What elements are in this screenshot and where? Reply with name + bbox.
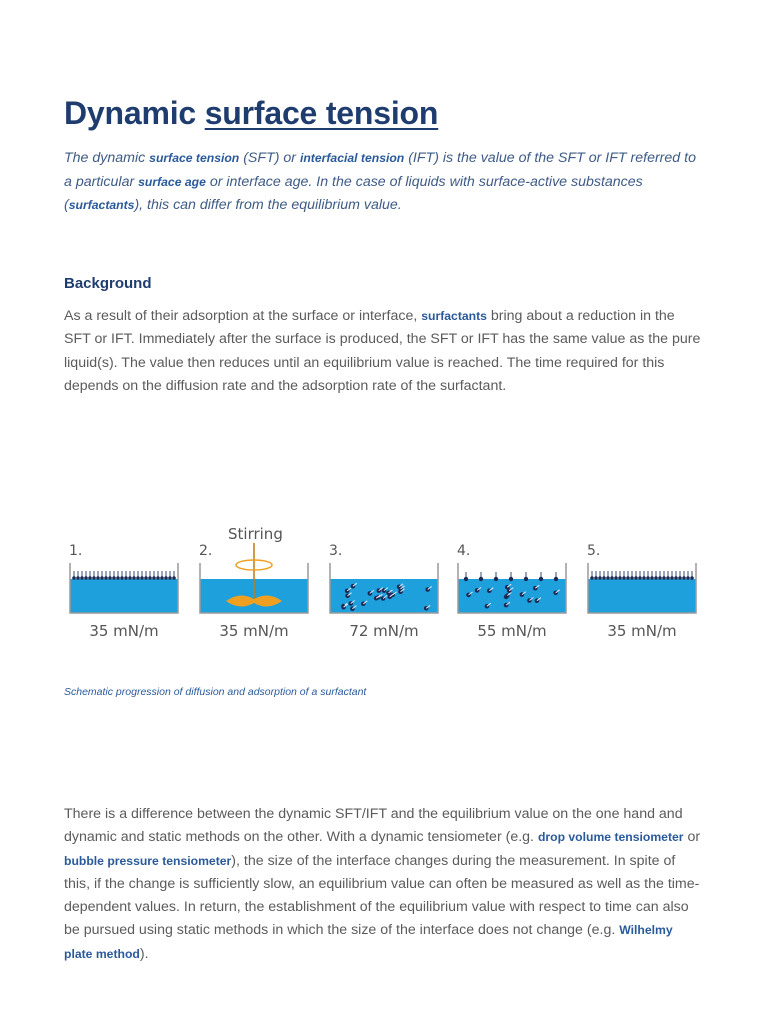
- step-number: 1.: [69, 543, 83, 559]
- drop-volume-tensiometer-link[interactable]: drop volume tensiometer: [537, 830, 684, 845]
- surface-tension-value: 55 mN/m: [477, 622, 547, 640]
- step-number: 3.: [329, 543, 343, 559]
- page-title: [64, 95, 438, 132]
- title-word-dynamic: Dynamic: [64, 95, 196, 131]
- interfacial-tension-link[interactable]: interfacial tension: [299, 151, 405, 165]
- background-text-2: bring about a reduction in the SFT or IFT. Immediately after the surface is produced, the SFT or IFT has the same value as the pure liquid(s). The value then reduces until an equilibrium value is reached. The time required for this depends on the diffusion rate and the adsorption rate of the surfactant.: [64, 308, 701, 394]
- stirring-label: Stirring: [228, 525, 283, 543]
- liquid-fill: [458, 579, 566, 613]
- surface-tension-value: 72 mN/m: [349, 622, 419, 640]
- methods-paragraph: [64, 803, 704, 966]
- surface-tension-value: 35 mN/m: [89, 622, 159, 640]
- wilhelmy-plate-method-link[interactable]: Wilhelmy plate method: [64, 923, 673, 961]
- step-number: 4.: [457, 543, 471, 559]
- surface-tension-value: 35 mN/m: [219, 622, 289, 640]
- step-number: 5.: [587, 543, 601, 559]
- surfactants-link[interactable]: surfactants: [68, 198, 135, 212]
- surface-tension-value: 35 mN/m: [607, 622, 677, 640]
- surfactant-diffusion-figure: [60, 515, 710, 645]
- intro-paragraph: [64, 147, 704, 218]
- background-paragraph: [64, 305, 704, 398]
- step-5-container: [587, 543, 696, 640]
- bubble-pressure-tensiometer-link[interactable]: bubble pressure tensiometer: [64, 853, 232, 868]
- step-3-container: [329, 543, 438, 640]
- methods-text-4: ).: [139, 945, 149, 962]
- surface-tension-title-link[interactable]: surface tension: [204, 95, 439, 131]
- methods-text-2: or: [683, 829, 701, 846]
- methods-text-3: ), the size of the interface changes during the measurement. In spite of this, if the change is sufficiently slow, an equilibrium value can often be measured as well as the time-dependent values. In return, the establishment of the equilibrium value with respect to time can also be pursued using static methods in which the size of the interface does not change (e.g.: [64, 852, 700, 939]
- intro-text-2: (SFT) or: [239, 150, 300, 166]
- surface-age-link[interactable]: surface age: [138, 174, 206, 189]
- step-4-container: [457, 543, 566, 640]
- liquid-fill: [70, 579, 178, 613]
- surfactants-link-2[interactable]: surfactants: [421, 309, 487, 323]
- step-2-container: [199, 543, 308, 640]
- intro-text-4: or interface age. In the case of liquids with surface-active substances (: [64, 173, 643, 213]
- background-heading: Background: [64, 275, 152, 292]
- intro-text-1: The dynamic: [64, 150, 150, 166]
- background-text-1: As a result of their adsorption at the surface or interface,: [64, 308, 422, 324]
- step-1-container: [69, 543, 178, 640]
- liquid-fill: [588, 579, 696, 613]
- step-number: 2.: [199, 543, 213, 559]
- surface-tension-link[interactable]: surface tension: [149, 151, 240, 165]
- intro-text-3: (IFT) is the value of the SFT or IFT referred to a particular: [64, 150, 696, 190]
- intro-text-5: ), this can differ from the equilibrium value.: [134, 197, 402, 213]
- methods-text-1: There is a difference between the dynamic SFT/IFT and the equilibrium value on the one hand and dynamic and static methods on the other. With a dynamic tensiometer (e.g.: [64, 806, 683, 846]
- figure-caption: Schematic progression of diffusion and adsorption of a surfactant: [64, 686, 367, 698]
